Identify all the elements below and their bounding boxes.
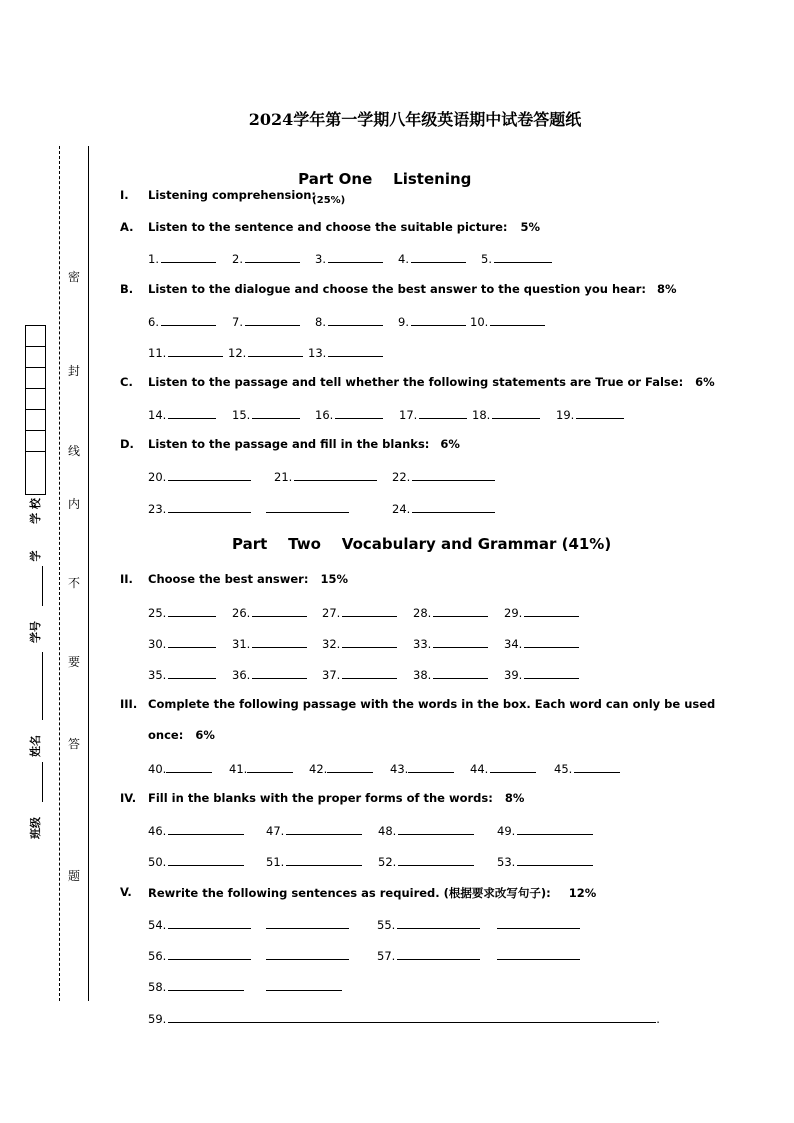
seal-char: 线: [67, 444, 80, 458]
answer-item[interactable]: 49.: [497, 822, 593, 838]
section-num: D.: [120, 437, 134, 451]
answer-item[interactable]: 44.: [470, 760, 536, 776]
answer-blank[interactable]: [266, 978, 342, 994]
section-instruction: Listen to the dialogue and choose the best answer to the question you hear: 8%: [148, 282, 677, 296]
answer-item[interactable]: 37.: [322, 666, 397, 682]
fill-line[interactable]: [42, 652, 43, 720]
answer-item[interactable]: 50.: [148, 853, 244, 869]
page-title: 2024学年第一学期八年级英语期中试卷答题纸: [248, 110, 582, 129]
answer-item[interactable]: 24.: [392, 500, 495, 516]
answer-item[interactable]: 8.: [315, 313, 383, 329]
section-instruction: Listen to the passage and tell whether the following statements are True or False: 6%: [148, 375, 715, 389]
answer-item[interactable]: 32.: [322, 635, 397, 651]
xue-label: 学: [29, 550, 42, 562]
answer-item[interactable]: 14.: [148, 406, 216, 422]
section-instruction: Listen to the passage and fill in the blanks: 6%: [148, 437, 460, 451]
answer-item[interactable]: 27.: [322, 604, 397, 620]
answer-item[interactable]: 20.: [148, 468, 251, 484]
answer-item[interactable]: 19.: [556, 406, 624, 422]
class-label: 班级: [29, 817, 42, 839]
answer-blank[interactable]: [497, 947, 580, 963]
answer-item[interactable]: 40.: [148, 760, 212, 776]
student-id-label: 学号: [29, 621, 42, 643]
answer-item[interactable]: 36.: [232, 666, 307, 682]
fill-line[interactable]: [42, 566, 43, 606]
answer-item[interactable]: 2.: [232, 250, 300, 266]
answer-blank[interactable]: [266, 500, 349, 516]
section-num: IV.: [120, 791, 137, 805]
seal-char: 要: [67, 655, 80, 669]
part-two-heading: Part Two Vocabulary and Grammar (41%): [232, 535, 612, 553]
answer-blank[interactable]: [266, 916, 349, 932]
answer-item[interactable]: 16.: [315, 406, 383, 422]
section-num: C.: [120, 375, 133, 389]
answer-item[interactable]: 10.: [470, 313, 545, 329]
answer-item[interactable]: 1.: [148, 250, 216, 266]
seal-char: 密: [67, 270, 80, 284]
seal-char: 题: [67, 869, 80, 883]
section-instruction: Choose the best answer: 15%: [148, 572, 348, 586]
answer-item[interactable]: 33.: [413, 635, 488, 651]
answer-item[interactable]: 53.: [497, 853, 593, 869]
section-instruction: Complete the following passage with the words in the box. Each word can only be used: [148, 697, 716, 711]
answer-item[interactable]: 54.: [148, 916, 251, 932]
section-num: A.: [120, 220, 134, 234]
answer-item[interactable]: 9.: [398, 313, 466, 329]
answer-item[interactable]: 15.: [232, 406, 300, 422]
section-num: I.: [120, 188, 129, 202]
answer-blank[interactable]: [497, 916, 580, 932]
section-num: B.: [120, 282, 134, 296]
answer-item[interactable]: 46.: [148, 822, 244, 838]
answer-item[interactable]: 58.: [148, 978, 244, 994]
answer-item[interactable]: 18.: [472, 406, 540, 422]
section-instruction-cont: once: 6%: [148, 728, 215, 742]
section-num: III.: [120, 697, 138, 711]
section-title: Listening comprehension:: [148, 188, 317, 202]
section-instruction: Fill in the blanks with the proper forms of the words: 8%: [148, 791, 525, 805]
answer-item[interactable]: 57.: [377, 947, 480, 963]
answer-item[interactable]: 4.: [398, 250, 466, 266]
answer-item[interactable]: 30.: [148, 635, 216, 651]
answer-item[interactable]: 59. .: [148, 1012, 660, 1026]
answer-item[interactable]: 43.: [390, 760, 454, 776]
binding-solid-line: [88, 146, 89, 1001]
answer-item[interactable]: 39.: [504, 666, 579, 682]
answer-item[interactable]: 23.: [148, 500, 251, 516]
answer-item[interactable]: 34.: [504, 635, 579, 651]
answer-item[interactable]: 26.: [232, 604, 307, 620]
answer-item[interactable]: 25.: [148, 604, 216, 620]
answer-item[interactable]: 52.: [378, 853, 474, 869]
answer-item[interactable]: 7.: [232, 313, 300, 329]
answer-item[interactable]: 41.: [229, 760, 293, 776]
seal-char: 封: [67, 364, 80, 378]
section-instruction: Listen to the sentence and choose the suitable picture: 5%: [148, 220, 541, 234]
answer-item[interactable]: 56.: [148, 947, 251, 963]
answer-item[interactable]: 21.: [274, 468, 377, 484]
section-num: V.: [120, 885, 132, 899]
answer-item[interactable]: 31.: [232, 635, 307, 651]
answer-blank[interactable]: [266, 947, 349, 963]
answer-item[interactable]: 3.: [315, 250, 383, 266]
name-label: 姓名: [29, 735, 42, 757]
answer-item[interactable]: 13.: [308, 344, 383, 360]
answer-item[interactable]: 22.: [392, 468, 495, 484]
seat-number-boxes[interactable]: [25, 325, 46, 495]
answer-item[interactable]: 5.: [481, 250, 552, 266]
answer-item[interactable]: 51.: [266, 853, 362, 869]
answer-item[interactable]: 55.: [377, 916, 480, 932]
answer-item[interactable]: 38.: [413, 666, 488, 682]
part-one-heading: Part One Listening (25%): [298, 170, 472, 206]
seal-char: 答: [67, 737, 80, 751]
answer-item[interactable]: 47.: [266, 822, 362, 838]
answer-item[interactable]: 28.: [413, 604, 488, 620]
answer-item[interactable]: 42.: [309, 760, 373, 776]
answer-item[interactable]: 6.: [148, 313, 216, 329]
school-label: 学 校: [29, 498, 42, 524]
answer-item[interactable]: 45.: [554, 760, 620, 776]
fill-line[interactable]: [42, 762, 43, 802]
answer-item[interactable]: 48.: [378, 822, 474, 838]
binding-dashed-line: [59, 146, 60, 1001]
seal-char: 不: [67, 576, 80, 590]
answer-item[interactable]: 11.: [148, 344, 223, 360]
answer-item[interactable]: 12.: [228, 344, 303, 360]
seal-char: 内: [67, 497, 80, 511]
section-instruction: Rewrite the following sentences as required. (根据要求改写句子): 12%: [148, 886, 597, 900]
section-num: II.: [120, 572, 133, 586]
answer-item[interactable]: 29.: [504, 604, 579, 620]
answer-item[interactable]: 35.: [148, 666, 216, 682]
answer-item[interactable]: 17.: [399, 406, 467, 422]
